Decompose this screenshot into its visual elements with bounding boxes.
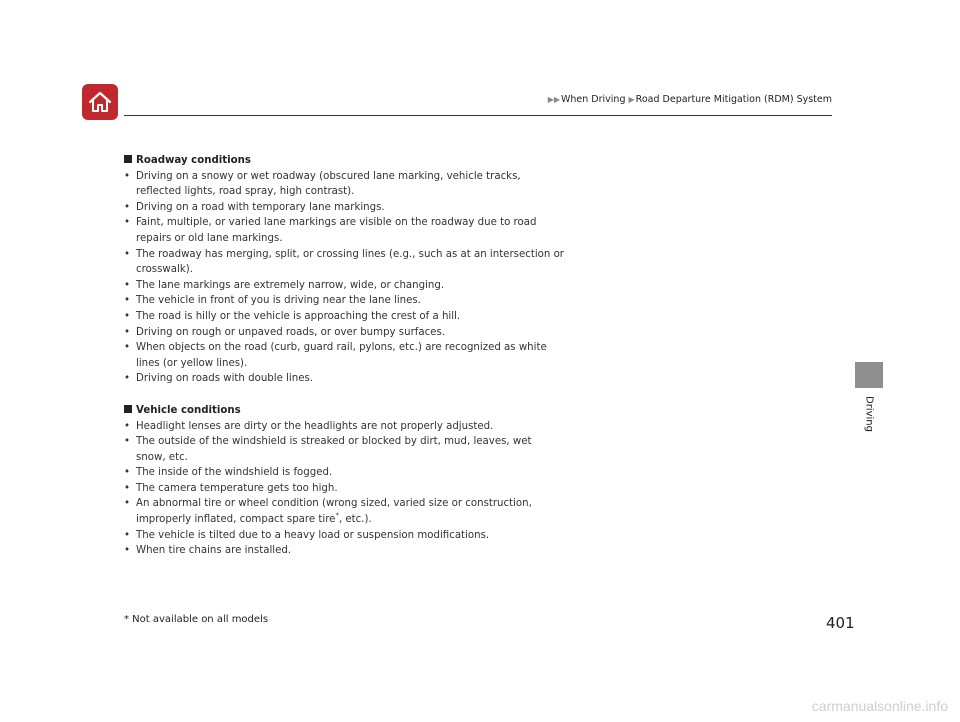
side-tab-marker[interactable]	[855, 362, 883, 388]
list-item: • The roadway has merging, split, or crossing lines (e.g., such as at an intersection or crosswalk).	[124, 247, 564, 278]
arrow-right-icon: ▶	[628, 95, 635, 104]
section-title-roadway: Roadway conditions	[124, 153, 564, 169]
list-item: • Driving on a road with temporary lane markings.	[124, 200, 564, 216]
list-item: • When objects on the road (curb, guard rail, pylons, etc.) are recognized as white lines (or yellow lines).	[124, 340, 564, 371]
breadcrumb-rdm-system[interactable]: Road Departure Mitigation (RDM) System	[635, 94, 832, 105]
black-square-icon	[124, 405, 132, 413]
vehicle-conditions-list	[124, 419, 564, 559]
section-title-vehicle: Vehicle conditions	[124, 403, 564, 419]
home-icon	[87, 90, 113, 114]
list-item: • When tire chains are installed.	[124, 543, 564, 559]
page-number: 401	[826, 614, 855, 632]
main-content	[124, 153, 564, 559]
header-rule	[124, 115, 832, 116]
arrow-right-icon: ▶▶	[547, 95, 560, 104]
list-item: • The road is hilly or the vehicle is approaching the crest of a hill.	[124, 309, 564, 325]
list-item: • The vehicle in front of you is driving near the lane lines.	[124, 293, 564, 309]
list-item: • Faint, multiple, or varied lane markings are visible on the roadway due to road repairs or old lane markings.	[124, 215, 564, 246]
roadway-conditions-list	[124, 169, 564, 387]
side-tab-label: Driving	[863, 396, 875, 432]
list-item: • The lane markings are extremely narrow, wide, or changing.	[124, 278, 564, 294]
footnote-marker: *	[335, 511, 339, 520]
list-item: • The camera temperature gets too high.	[124, 481, 564, 497]
list-item: • Driving on a snowy or wet roadway (obscured lane marking, vehicle tracks, reflected lights, road spray, high contrast).	[124, 169, 564, 200]
breadcrumb	[548, 94, 832, 105]
watermark: carmanualsonline.info	[811, 698, 948, 714]
list-item: • Driving on roads with double lines.	[124, 371, 564, 387]
list-item: • The inside of the windshield is fogged.	[124, 465, 564, 481]
breadcrumb-when-driving[interactable]: When Driving	[561, 94, 626, 105]
list-item: • The outside of the windshield is streaked or blocked by dirt, mud, leaves, wet snow, etc.	[124, 434, 564, 465]
list-item: • Headlight lenses are dirty or the headlights are not properly adjusted.	[124, 419, 564, 435]
footnote: * Not available on all models	[124, 614, 269, 625]
black-square-icon	[124, 155, 132, 163]
home-button[interactable]	[82, 84, 118, 120]
list-item: • The vehicle is tilted due to a heavy load or suspension modifications.	[124, 528, 564, 544]
list-item: • Driving on rough or unpaved roads, or over bumpy surfaces.	[124, 325, 564, 341]
list-item: • An abnormal tire or wheel condition (wrong sized, varied size or construction, improperly inflated, compact spare tire*, etc.).	[124, 496, 564, 527]
